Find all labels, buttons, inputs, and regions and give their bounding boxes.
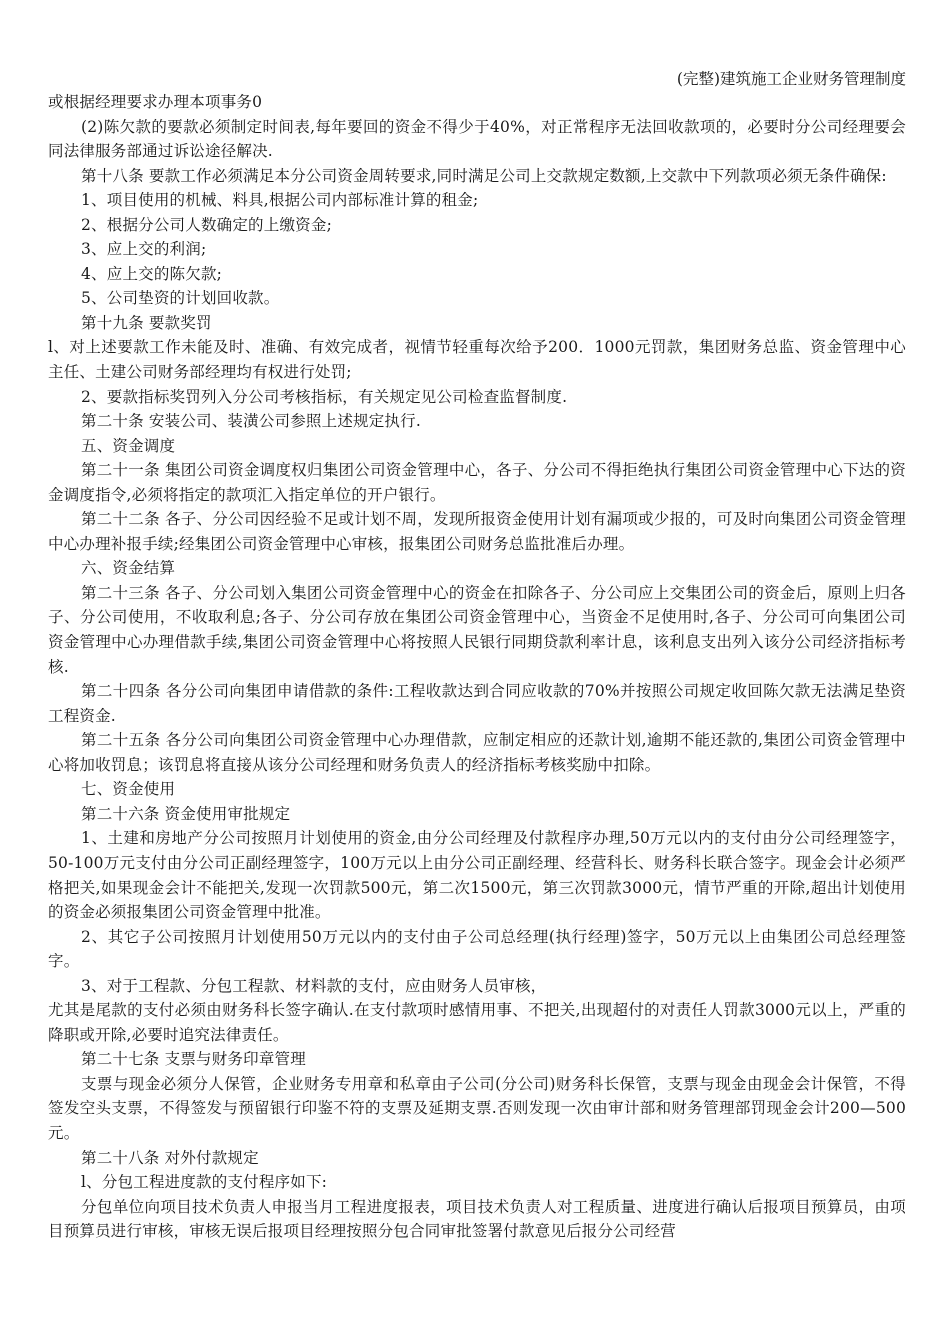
- paragraph: 支票与现金必须分人保管，企业财务专用章和私章由子公司(分公司)财务科长保管，支票与现金由现金会计保管，不得签发空头支票，不得签发与预留银行印鉴不符的支票及延期支票.否则发现一次由审计部和财务管理部罚现金会计200—500元。: [48, 1074, 906, 1142]
- paragraph: 1、土建和房地产分公司按照月计划使用的资金,由分公司经理及付款程序办理,50万元以内的支付由分公司经理签字，50-100万元支付由分公司正副经理签字，100万元以上由分公司正副经理、经营科长、财务科长联合签字。现金会计必须严格把关,如果现金会计不能把关,发现一次罚款500元，第二次1500元，第三次罚款3000元，情节严重的开除,超出计划使用的资金必须报集团公司资金管理中批准。: [48, 829, 906, 922]
- article-22: 第二十二条 各子、分公司因经验不足或计划不周，发现所报资金使用计划有漏项或少报的，可及时向集团公司资金管理中心办理补报手续;经集团公司资金管理中心审核，报集团公司财务总监批准后办理。: [48, 510, 906, 553]
- section-heading: 五、资金调度: [81, 436, 176, 455]
- section-heading: 六、资金结算: [81, 559, 176, 578]
- document-body: [48, 90, 906, 1244]
- article-21: 第二十一条 集团公司资金调度权归集团公司资金管理中心，各子、分公司不得拒绝执行集团公司资金管理中心下达的资金调度指令,必须将指定的款项汇入指定单位的开户银行。: [48, 461, 906, 504]
- article-23: 第二十三条 各子、分公司划入集团公司资金管理中心的资金在扣除各子、分公司应上交集团公司的资金后，原则上归各子、分公司使用，不收取利息;各子、分公司存放在集团公司资金管理中心，当资金不足使用时,各子、分公司可向集团公司资金管理中心办理借款手续,集团公司资金管理中心将按照人民银行同期贷款利率计息，该利息支出列入该分公司经济指标考核.: [48, 583, 906, 676]
- section-heading: 七、资金使用: [81, 780, 176, 799]
- document-header: (完整)建筑施工企业财务管理制度: [676, 70, 906, 88]
- paragraph: 或根据经理要求办理本项事务0: [48, 93, 263, 111]
- article-19-heading: 第十九条 要款奖罚: [81, 313, 212, 332]
- paragraph: 分包单位向项目技术负责人申报当月工程进度报表，项目技术负责人对工程质量、进度进行确认后报项目预算员，由项目预算员进行审核，审核无误后报项目经理按照分包合同审批签署付款意见后报分公司经营: [48, 1197, 906, 1241]
- article-26-heading: 第二十六条 资金使用审批规定: [81, 804, 291, 823]
- article-25: 第二十五条 各分公司向集团公司资金管理中心办理借款，应制定相应的还款计划,逾期不能还款的,集团公司资金管理中心将加收罚息；该罚息将直接从该分公司经理和财务负责人的经济指标考核奖励中扣除。: [48, 731, 906, 774]
- article-20: 第二十条 安装公司、装潢公司参照上述规定执行.: [81, 412, 421, 431]
- paragraph: 2、要款指标奖罚列入分公司考核指标，有关规定见公司检查监督制度.: [81, 387, 568, 406]
- list-item: 5、公司垫资的计划回收款。: [81, 289, 280, 308]
- paragraph: l、分包工程进度款的支付程序如下:: [81, 1173, 328, 1192]
- article-27-heading: 第二十七条 支票与财务印章管理: [81, 1050, 306, 1069]
- paragraph: l、对上述要款工作未能及时、准确、有效完成者，视情节轻重每次给予200．1000元罚款，集团财务总监、资金管理中心主任、土建公司财务部经理均有权进行处罚;: [48, 338, 906, 382]
- paragraph: (2)陈欠款的要款必须制定时间表,每年要回的资金不得少于40%，对正常程序无法回收款项的，必要时分公司经理要会同法律服务部通过诉讼途径解决.: [48, 117, 906, 161]
- list-item: 2、根据分公司人数确定的上缴资金;: [81, 215, 332, 234]
- paragraph: 尤其是尾款的支付必须由财务科长签字确认.在支付款项时感情用事、不把关,出现超付的对责任人罚款3000元以上，严重的降职或开除,必要时追究法律责任。: [48, 1001, 906, 1044]
- article-28-heading: 第二十八条 对外付款规定: [81, 1148, 259, 1167]
- article-24: 第二十四条 各分公司向集团申请借款的条件:工程收款达到合同应收款的70%并按照公司规定收回陈欠款无法满足垫资工程资金.: [48, 682, 906, 725]
- list-item: 3、应上交的利润;: [81, 240, 207, 259]
- paragraph: 2、其它子公司按照月计划使用50万元以内的支付由子公司总经理(执行经理)签字，50万元以上由集团公司总经理签字。: [48, 927, 906, 971]
- list-item: 1、项目使用的机械、料具,根据公司内部标准计算的租金;: [81, 191, 479, 210]
- paragraph: 3、对于工程款、分包工程款、材料款的支付，应由财务人员审核，: [81, 976, 547, 995]
- list-item: 4、应上交的陈欠款;: [81, 264, 223, 283]
- article-18: 第十八条 要款工作必须满足本分公司资金周转要求,同时满足公司上交款规定数额,上交款中下列款项必须无条件确保:: [81, 166, 887, 185]
